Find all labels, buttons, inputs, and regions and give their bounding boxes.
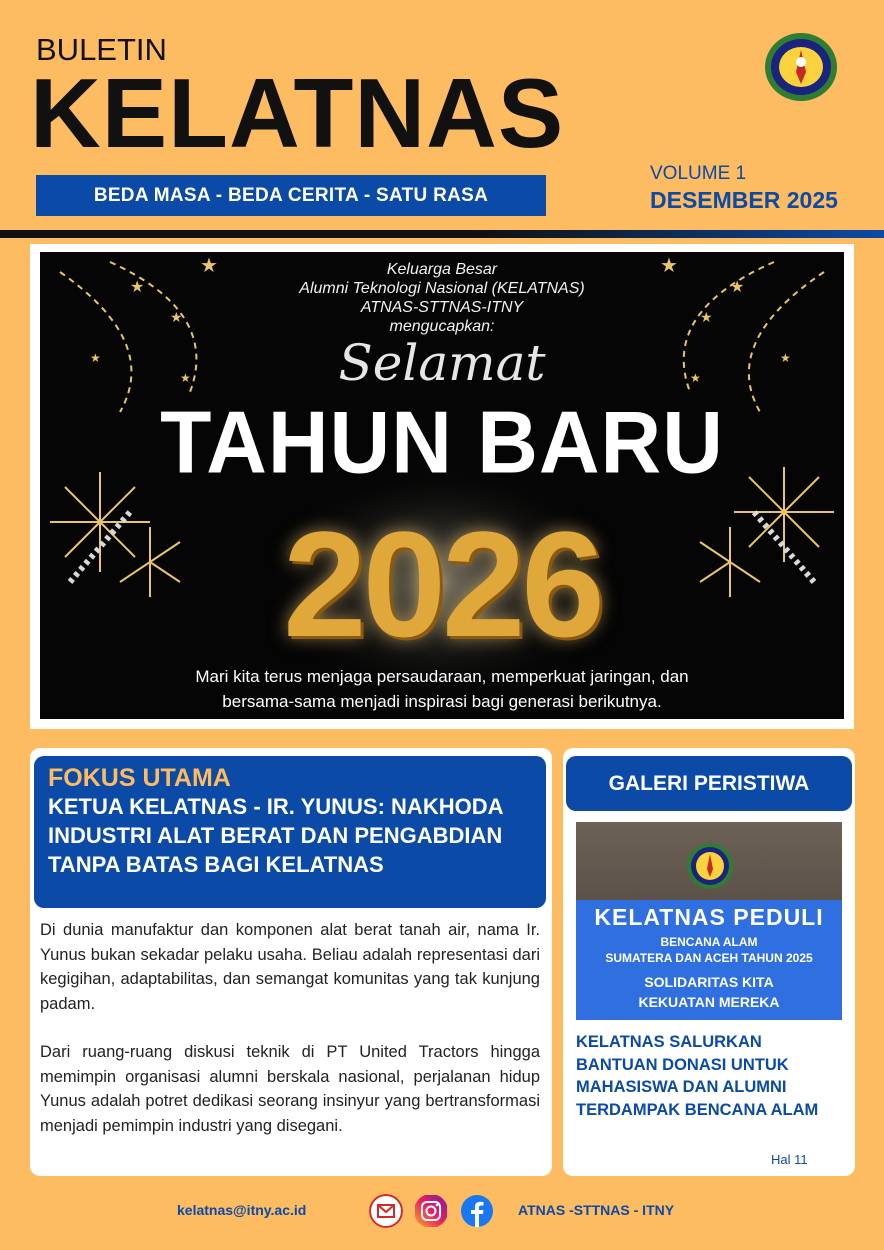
gallery-heading xyxy=(566,756,852,811)
volume-label: VOLUME 1 xyxy=(650,163,747,184)
gallery-image-tagline xyxy=(576,972,842,1012)
banner-headline: TAHUN BARU xyxy=(160,392,724,492)
gallery-page-reference: Hal 11 xyxy=(771,1152,808,1167)
svg-text:★: ★ xyxy=(200,255,218,277)
greeting-line-2: Alumni Teknologi Nasional (KELATNAS) xyxy=(299,280,585,297)
svg-text:★: ★ xyxy=(690,371,701,385)
footer-email[interactable]: kelatnas@itny.ac.id xyxy=(177,1202,307,1218)
tagline-banner xyxy=(36,175,546,216)
gallery-image-subtitle xyxy=(576,934,842,966)
greeting-line-3: ATNAS-STTNAS-ITNY xyxy=(360,299,524,316)
pre-title: BULETIN xyxy=(36,32,167,67)
focus-paragraph-2: Dari ruang-ruang diskusi teknik di PT United Tractors hingga memimpin organisasi alumni berskala nasional, perjalanan hidup Yunus adalah potret dedikasi seorang insinyur yang bertransformasi menjadi pemimpin industri yang disegani. xyxy=(40,1043,540,1135)
focus-paragraph-1: Di dunia manufaktur dan komponen alat berat tanah air, nama Ir. Yunus bukan sekadar pelaku usaha. Beliau adalah representasi dari kegigihan, adaptabilitas, dan semangat komunitas yang tak kunjung padam. xyxy=(40,921,540,1013)
svg-text:★: ★ xyxy=(90,351,101,365)
script-word: Selamat xyxy=(338,334,546,392)
banner-year: 2026 xyxy=(283,500,601,668)
gallery-image[interactable] xyxy=(576,822,842,1020)
svg-text:★: ★ xyxy=(780,351,791,365)
banner-message-line-1: Mari kita terus menjaga persaudaraan, memperkuat jaringan, dan xyxy=(195,667,689,686)
kelatnas-emblem-icon xyxy=(764,32,838,102)
header-divider-gradient xyxy=(0,230,884,238)
svg-text:★: ★ xyxy=(170,309,183,325)
banner-message-line-2: bersama-sama menjadi inspirasi bagi generasi berikutnya. xyxy=(222,692,662,711)
greeting-line-4: mengucapkan: xyxy=(389,318,495,335)
gallery-image-subtitle-1: BENCANA ALAM xyxy=(660,935,758,949)
instagram-icon[interactable] xyxy=(414,1194,448,1228)
gallery-image-tagline-2: KEKUATAN MEREKA xyxy=(638,994,780,1010)
issue-date: DESEMBER 2025 xyxy=(650,187,838,213)
gallery-heading-text: GALERI PERISTIWA xyxy=(608,771,810,795)
focus-label: FOKUS UTAMA xyxy=(48,764,231,792)
gallery-image-subtitle-2: SUMATERA DAN ACEH TAHUN 2025 xyxy=(605,951,813,965)
svg-text:★: ★ xyxy=(660,255,678,277)
new-year-banner xyxy=(40,252,844,719)
gallery-image-tagline-1: SOLIDARITAS KITA xyxy=(644,974,774,990)
focus-article-title[interactable]: KETUA KELATNAS - IR. YUNUS: NAKHODA INDUSTRI ALAT BERAT DAN PENGABDIAN TANPA BATAS BAGI KELATNAS xyxy=(48,794,503,877)
kelatnas-emblem-icon xyxy=(686,842,734,890)
svg-text:★: ★ xyxy=(730,279,745,296)
masthead-title: KELATNAS xyxy=(30,58,565,168)
facebook-icon[interactable] xyxy=(460,1194,494,1228)
svg-text:★: ★ xyxy=(180,371,191,385)
gallery-caption[interactable]: KELATNAS SALURKAN BANTUAN DONASI UNTUK MAHASISWA DAN ALUMNI TERDAMPAK BENCANA ALAM xyxy=(576,1033,819,1119)
mail-icon[interactable] xyxy=(369,1194,403,1228)
gallery-image-title: KELATNAS PEDULI xyxy=(594,904,824,930)
tagline-text: BEDA MASA - BEDA CERITA - SATU RASA xyxy=(93,184,489,206)
focus-article-body xyxy=(40,918,540,1138)
banner-message xyxy=(40,664,844,714)
footer-organization: ATNAS -STTNAS - ITNY xyxy=(518,1202,675,1218)
greeting-line-1: Keluarga Besar xyxy=(386,261,498,278)
svg-text:★: ★ xyxy=(700,309,713,325)
svg-text:★: ★ xyxy=(130,279,145,296)
